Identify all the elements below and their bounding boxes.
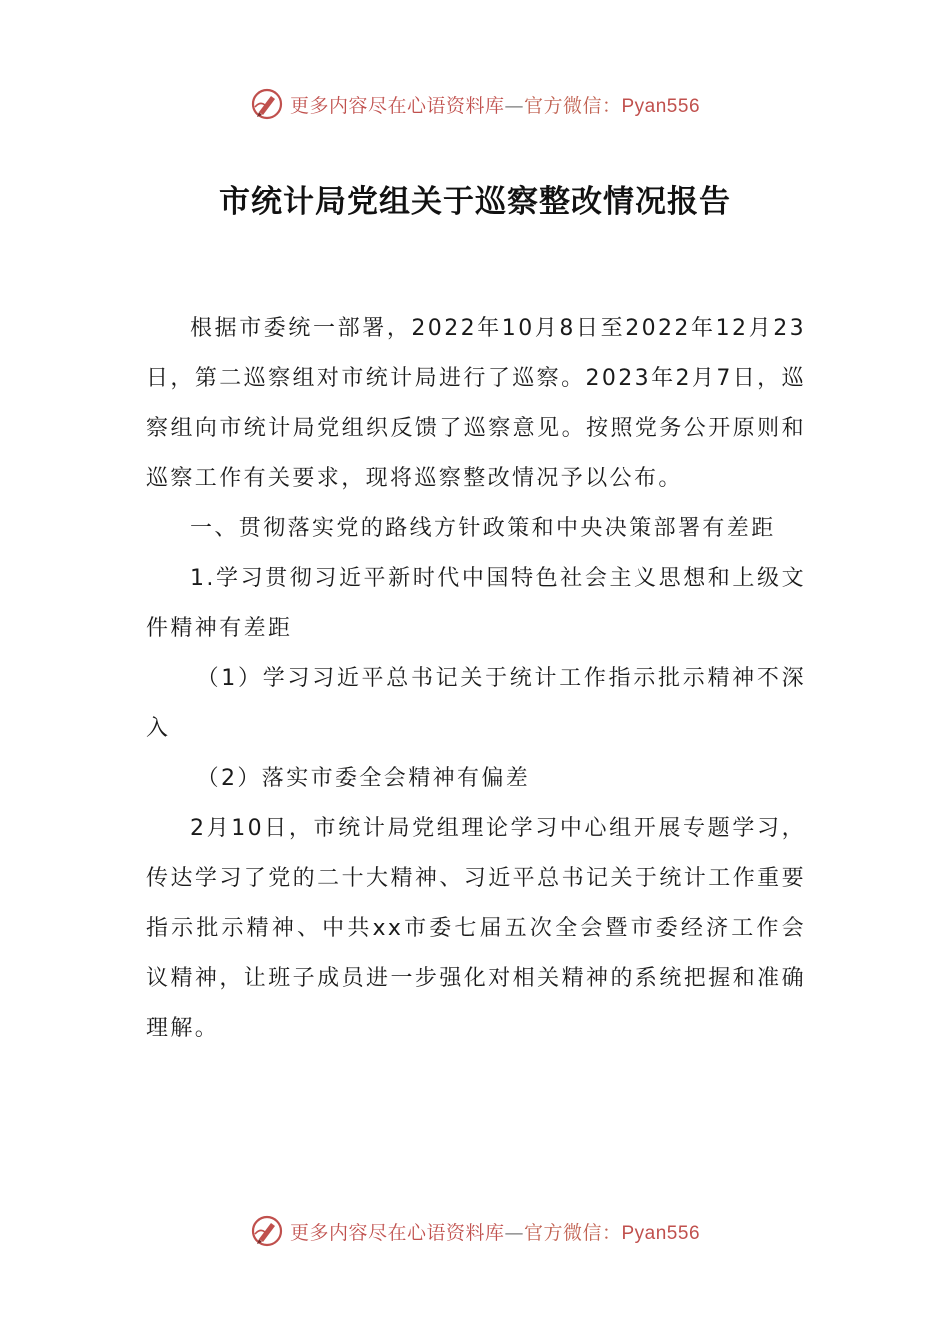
- footer-banner: [0, 1211, 950, 1251]
- banner-text: 更多内容尽在心语资料库—官方微信：Pyan556: [289, 94, 701, 117]
- banner-text: 更多内容尽在心语资料库—官方微信：Pyan556: [289, 1221, 701, 1244]
- pen-logo-icon: [250, 87, 284, 121]
- header-banner: [0, 84, 950, 124]
- paragraph-study: 2月10日，市统计局党组理论学习中心组开展专题学习，传达学习了党的二十大精神、习近平总书记关于统计工作重要指示批示精神、中共xx市委七届五次全会暨市委经济工作会议精神，让班子成员进一步强化对相关精神的系统把握和准确理解。: [146, 816, 806, 1041]
- heading-subitem-2: （2）落实市委全会精神有偏差: [196, 766, 531, 791]
- paragraph-intro: 根据市委统一部署，2022年10月8日至2022年12月23日，第二巡察组对市统计局进行了巡察。2023年2月7日，巡察组向市统计局党组织反馈了巡察意见。按照党务公开原则和巡察工作有关要求，现将巡察整改情况予以公布。: [146, 316, 806, 491]
- pen-logo-icon: [250, 1214, 284, 1248]
- document-body: [146, 304, 806, 1054]
- heading-section-1: 一、贯彻落实党的路线方针政策和中央决策部署有差距: [190, 516, 776, 541]
- document-title: 市统计局党组关于巡察整改情况报告: [219, 184, 731, 220]
- heading-subitem-1: （1）学习习近平总书记关于统计工作指示批示精神不深入: [146, 666, 806, 741]
- heading-item-1: 1.学习贯彻习近平新时代中国特色社会主义思想和上级文件精神有差距: [146, 566, 806, 641]
